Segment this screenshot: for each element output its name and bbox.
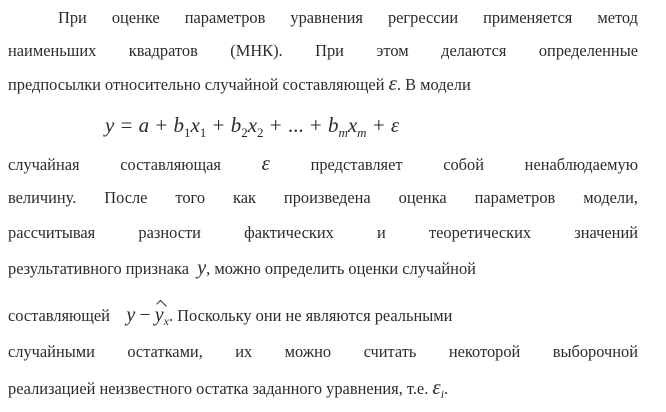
paragraph-2-line-5 [8, 305, 638, 331]
residual-y-hat: y [154, 304, 164, 326]
text-run: предпосылки относительно случайной составляющей [8, 75, 385, 94]
text-run: наименьших квадратов (МНК). При этом делаются определенные [8, 41, 638, 60]
text-run: случайная составляющая [8, 155, 221, 174]
text-run: величину. После того как произведена оценка параметров модели, [8, 188, 638, 207]
paragraph-1-line-3 [8, 73, 638, 95]
formula-plus: + [155, 113, 168, 137]
text-run: , можно определить оценки случайной [206, 259, 476, 278]
paragraph-2-line-4 [8, 258, 638, 279]
text-run: случайными остатками, их можно считать некоторой выборочной [8, 342, 638, 361]
paragraph-2-line-1 [8, 153, 638, 175]
formula-b2: b [230, 113, 242, 137]
text-run: результативного признака [8, 259, 190, 278]
text-run: . [444, 379, 449, 398]
formula-xm: x [347, 113, 358, 137]
formula-x2-sub: 2 [257, 125, 264, 140]
paragraph-2-line-3 [8, 223, 638, 243]
formula-x2: x [247, 113, 258, 137]
formula-plus: + [309, 113, 322, 137]
formula-xm-sub [357, 125, 366, 140]
paragraph-1-line-1 [58, 8, 638, 28]
y-symbol: y [197, 257, 207, 279]
formula-ellipsis: ... [287, 113, 304, 137]
formula-bm-sub [338, 125, 347, 140]
paragraph-2-line-7 [8, 377, 638, 404]
residual-y: y [126, 304, 136, 326]
formula-x1-sub: 1 [199, 125, 207, 140]
text-run: представляет собой ненаблюдаемую [310, 155, 638, 174]
text-run: составляющей [8, 306, 110, 325]
formula-y: y [105, 113, 115, 137]
residual-sub-text: x [163, 314, 169, 328]
formula-epsilon: ε [390, 113, 400, 137]
formula-b1-sub: 1 [184, 125, 191, 140]
paragraph-2-line-6 [8, 342, 638, 362]
regression-formula [105, 112, 399, 146]
residual-minus: − [139, 304, 151, 326]
formula-xm-sub-text: m [357, 125, 367, 140]
formula-plus: + [372, 113, 385, 137]
formula-bm: b [327, 113, 339, 137]
formula-plus: + [269, 113, 282, 137]
paragraph-2-line-2 [8, 188, 638, 208]
epsilon-symbol: ε [261, 151, 270, 175]
formula-b1: b [173, 113, 185, 137]
epsilon-i-sub-text: i [440, 387, 445, 401]
formula-x1: x [190, 113, 200, 137]
text-run: . Поскольку они не являются реальными [168, 306, 453, 325]
text-run: рассчитывая разности фактических и теоретических значений [8, 223, 638, 242]
formula-bm-sub-text: m [338, 125, 348, 140]
paragraph-1-line-2 [8, 41, 638, 61]
text-run: . В модели [396, 75, 471, 94]
formula-equals: = [120, 113, 133, 137]
formula-a: a [138, 113, 150, 137]
epsilon-symbol: ε [388, 71, 397, 95]
formula-plus: + [212, 113, 225, 137]
text-run: При оценке параметров уравнения регрессии применяется метод [58, 8, 638, 27]
text-run: реализацией неизвестного остатка заданного уравнения, т.е. [8, 379, 429, 398]
formula-b2-sub: 2 [241, 125, 248, 140]
epsilon-i-symbol: ε [432, 375, 441, 399]
